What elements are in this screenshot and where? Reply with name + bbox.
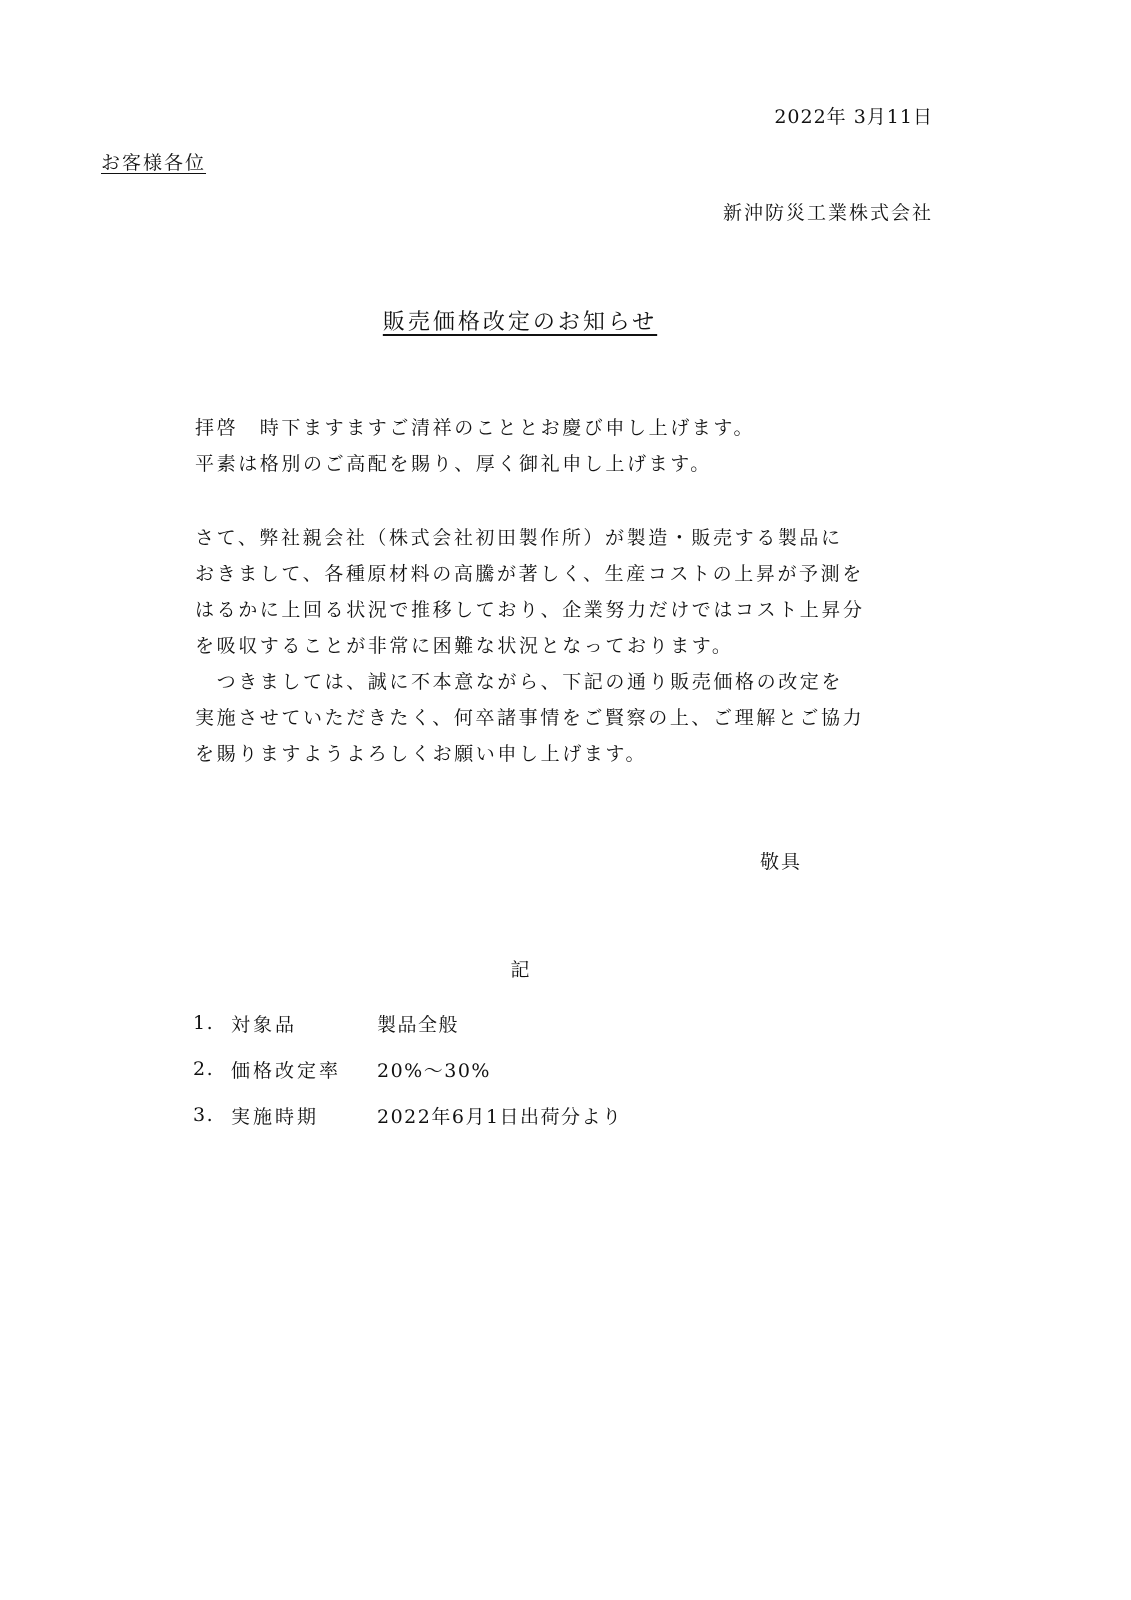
greeting-paragraph bbox=[195, 410, 755, 482]
body-line: を賜りますようよろしくお願い申し上げます。 bbox=[195, 743, 648, 765]
recipient: お客様各位 bbox=[101, 152, 207, 174]
item-label: 実施時期 bbox=[231, 1105, 320, 1128]
item-number: 3. bbox=[193, 1104, 215, 1126]
document-title: 販売価格改定のお知らせ bbox=[382, 310, 658, 335]
details-item bbox=[193, 1046, 623, 1092]
sender-company: 新沖防災工業株式会社 bbox=[722, 202, 933, 224]
body-line: さて、弊社親会社（株式会社初田製作所）が製造・販売する製品に bbox=[195, 527, 843, 549]
item-value: 2022年6月1日出荷分より bbox=[377, 1105, 623, 1128]
body-line: はるかに上回る状況で推移しており、企業努力だけではコスト上昇分 bbox=[195, 599, 865, 621]
item-label: 価格改定率 bbox=[231, 1059, 342, 1082]
details-item bbox=[193, 1000, 623, 1046]
body-line: 実施させていただきたく、何卒諸事情をご賢察の上、ご理解とご協力 bbox=[195, 707, 865, 729]
document-title-wrapper bbox=[0, 305, 1040, 336]
body-paragraph bbox=[195, 520, 865, 772]
item-value: 製品全般 bbox=[377, 1013, 460, 1036]
body-line: おきまして、各種原材料の高騰が著しく、生産コストの上昇が予測を bbox=[195, 563, 864, 585]
ki-heading: 記 bbox=[510, 959, 530, 981]
greeting-line: 平素は格別のご高配を賜り、厚く御礼申し上げます。 bbox=[195, 453, 712, 475]
item-label: 対象品 bbox=[231, 1013, 298, 1036]
document-date: 2022年 3月11日 bbox=[774, 106, 933, 128]
item-value: 20%～30% bbox=[377, 1059, 491, 1082]
details-list bbox=[193, 1000, 623, 1138]
item-number: 1. bbox=[193, 1012, 215, 1034]
body-line: つきましては、誠に不本意ながら、下記の通り販売価格の改定を bbox=[195, 671, 844, 693]
greeting-line: 拝啓 時下ますますご清祥のこととお慶び申し上げます。 bbox=[195, 417, 756, 439]
body-line: を吸収することが非常に困難な状況となっております。 bbox=[195, 635, 734, 657]
item-number: 2. bbox=[193, 1058, 215, 1080]
closing-phrase: 敬具 bbox=[760, 851, 803, 873]
details-item bbox=[193, 1092, 623, 1138]
